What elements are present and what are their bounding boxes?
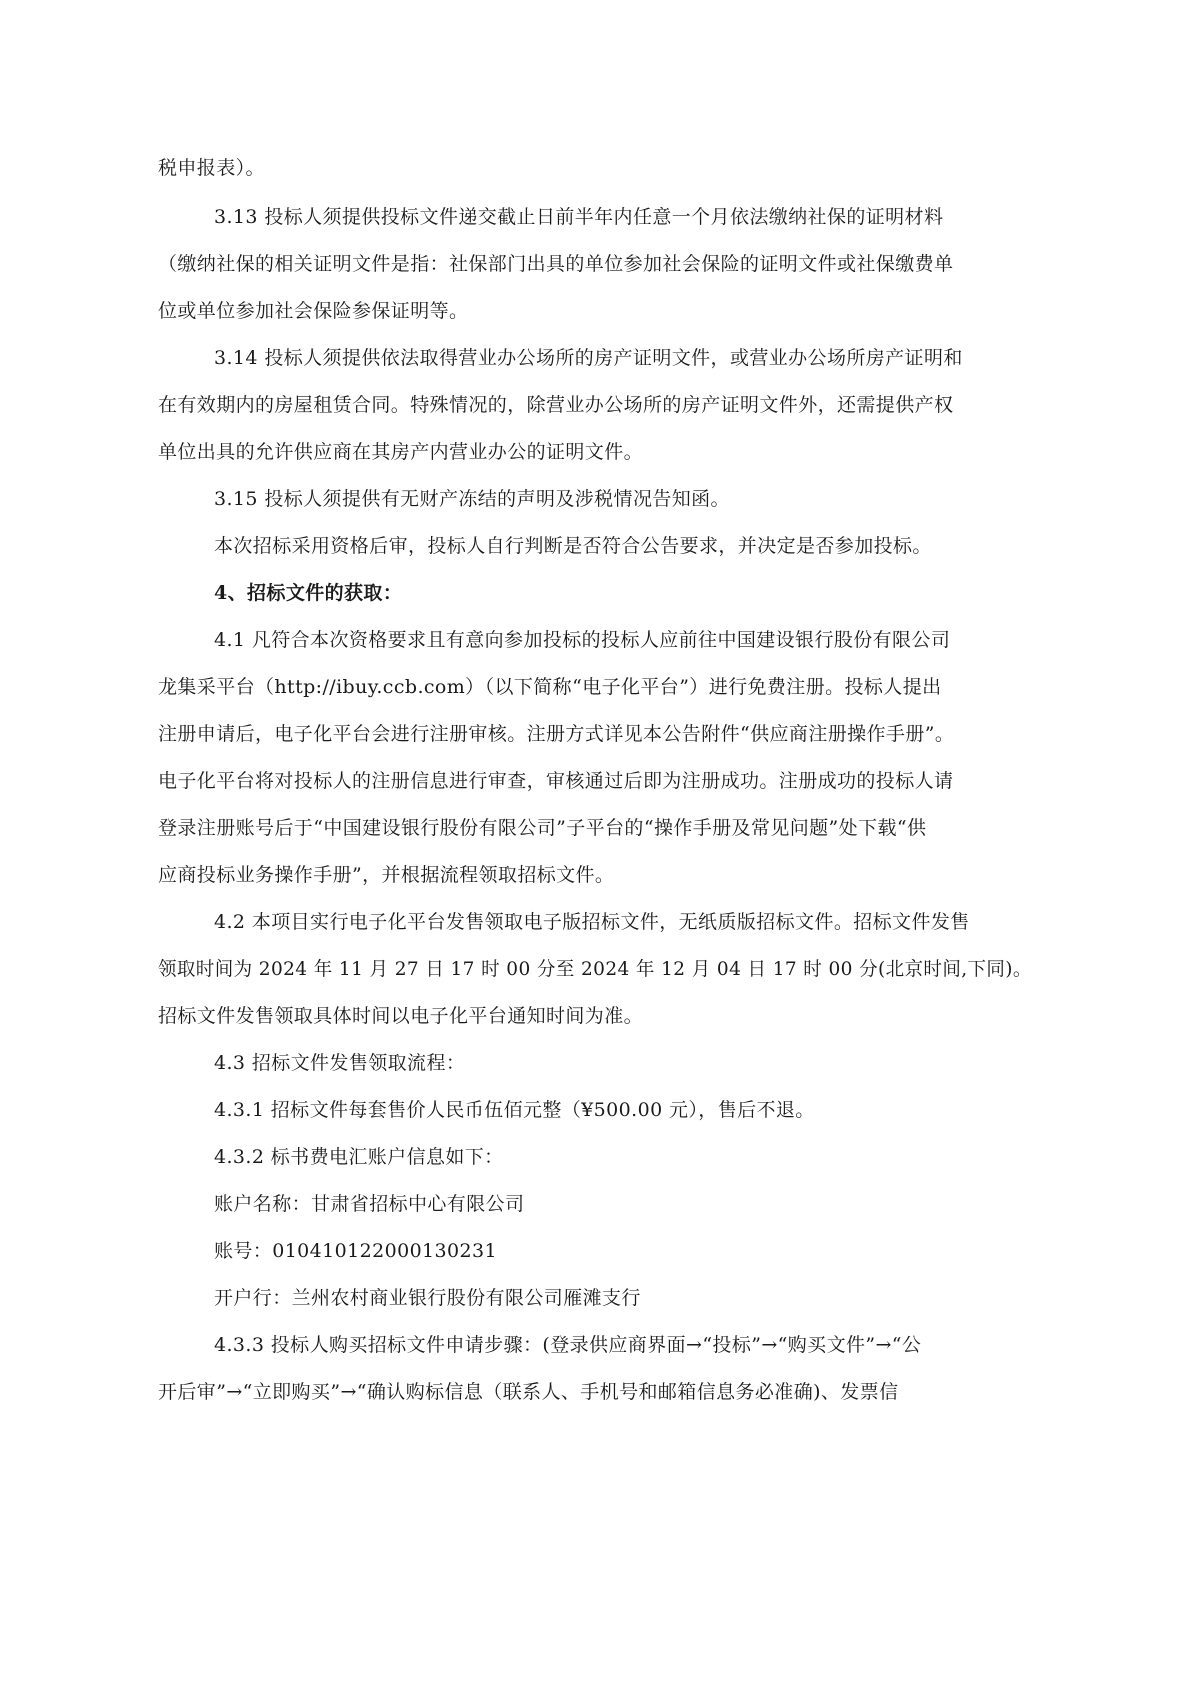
paragraph-4-2-line-2: 领取时间为 2024 年 11 月 27 日 17 时 00 分至 2024 年 12 月 04 日 17 时 00 分(北京时间,下同)。 xyxy=(158,958,1032,980)
paragraph-3-14-line-2: 在有效期内的房屋租赁合同。特殊情况的，除营业办公场所的房产证明文件外，还需提供产权 xyxy=(158,394,954,416)
paragraph-4-3-line-1: 4.3 招标文件发售领取流程： xyxy=(214,1052,466,1074)
paragraph-4-1-line-5: 登录注册账号后于“中国建设银行股份有限公司”子平台的“操作手册及常见问题”处下载“供 xyxy=(158,817,927,839)
paragraph-4-3-2-line-1: 4.3.2 标书费电汇账户信息如下： xyxy=(214,1146,504,1168)
paragraph-3-14-line-1: 3.14 投标人须提供依法取得营业办公场所的房产证明文件，或营业办公场所房产证明和 xyxy=(214,347,963,369)
paragraph-4-1-line-6: 应商投标业务操作手册”，并根据流程领取招标文件。 xyxy=(158,864,615,886)
paragraph-4-2-line-3: 招标文件发售领取具体时间以电子化平台通知时间为准。 xyxy=(158,1005,644,1027)
account-number: 账号：010410122000130231 xyxy=(214,1240,497,1262)
paragraph-postreview-line-1: 本次招标采用资格后审，投标人自行判断是否符合公告要求，并决定是否参加投标。 xyxy=(214,535,932,557)
paragraph-3-15-line-1: 3.15 投标人须提供有无财产冻结的声明及涉税情况告知函。 xyxy=(214,488,730,510)
paragraph-4-1-line-2: 龙集采平台（http://ibuy.ccb.com）（以下简称“电子化平台”）进行免费注册。投标人提出 xyxy=(158,676,942,698)
paragraph-4-1-line-3: 注册申请后，电子化平台会进行注册审核。注册方式详见本公告附件“供应商注册操作手册”。 xyxy=(158,723,955,745)
paragraph-3-13-line-3: 位或单位参加社会保险参保证明等。 xyxy=(158,300,469,322)
paragraph-4-3-3-line-1: 4.3.3 投标人购买招标文件申请步骤：(登录供应商界面→“投标”→“购买文件”→“公 xyxy=(214,1334,922,1356)
paragraph-4-1-line-1: 4.1 凡符合本次资格要求且有意向参加投标的投标人应前往中国建设银行股份有限公司 xyxy=(214,629,951,651)
section-heading-4: 4、招标文件的获取： xyxy=(214,582,403,604)
paragraph-4-3-3-line-2: 开后审”→“立即购买”→“确认购标信息（联系人、手机号和邮箱信息务必准确)、发票信 xyxy=(158,1381,899,1403)
account-bank: 开户行：兰州农村商业银行股份有限公司雁滩支行 xyxy=(214,1287,641,1309)
paragraph-3-13-line-1: 3.13 投标人须提供投标文件递交截止日前半年内任意一个月依法缴纳社保的证明材料 xyxy=(214,206,944,228)
paragraph-4-1-line-4: 电子化平台将对投标人的注册信息进行审查，审核通过后即为注册成功。注册成功的投标人请 xyxy=(158,770,954,792)
paragraph-4-2-line-1: 4.2 本项目实行电子化平台发售领取电子版招标文件，无纸质版招标文件。招标文件发售 xyxy=(214,911,970,933)
paragraph-3-14-line-3: 单位出具的允许供应商在其房产内营业办公的证明文件。 xyxy=(158,441,644,463)
paragraph-3-13-line-2: （缴纳社保的相关证明文件是指：社保部门出具的单位参加社会保险的证明文件或社保缴费单 xyxy=(158,253,954,275)
account-name: 账户名称：甘肃省招标中心有限公司 xyxy=(214,1193,525,1215)
paragraph-tax-line-1: 税申报表）。 xyxy=(158,157,265,179)
paragraph-4-3-1-line-1: 4.3.1 招标文件每套售价人民币伍佰元整（¥500.00 元），售后不退。 xyxy=(214,1099,815,1121)
